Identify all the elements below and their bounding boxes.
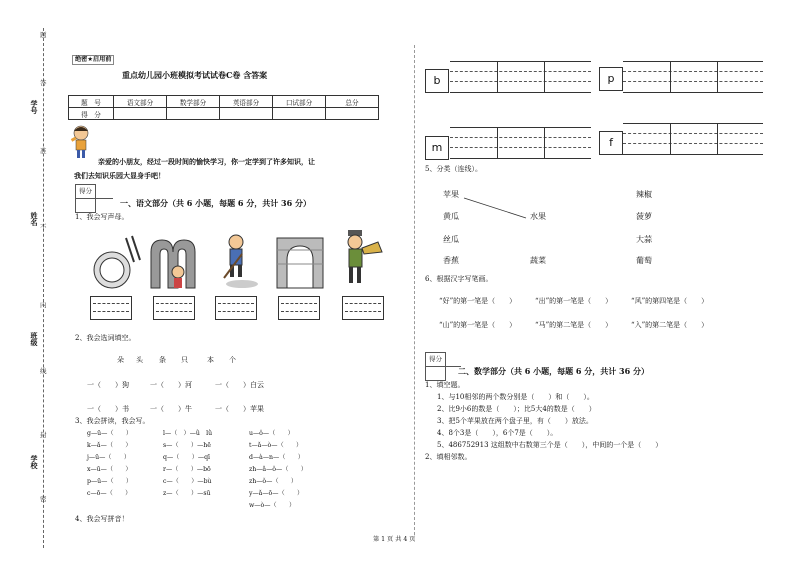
stroke-blank[interactable]: “出”的第一笔是（ ） — [535, 297, 613, 305]
pinyin-item[interactable]: k—ǎ—（ ） — [87, 442, 132, 449]
binding-line — [43, 28, 44, 548]
margin-label-banji: 班级 — [30, 332, 39, 346]
drum-illustration — [90, 232, 145, 290]
margin-char: 内 — [40, 301, 47, 309]
writing-grid-b[interactable] — [450, 61, 591, 93]
letter-box-p: p — [599, 67, 623, 91]
question-3: 3、我会拼读，我会写。 — [75, 417, 150, 425]
score-row-label: 得 分 — [69, 108, 114, 120]
score-head: 总分 — [326, 96, 379, 108]
boy-trumpet-illustration — [338, 228, 386, 290]
score-box-section2-blank[interactable] — [425, 366, 446, 381]
child-mascot-illustration — [68, 124, 94, 160]
intro-line-1: 亲爱的小朋友，经过一段时间的愉快学习，你一定学到了许多知识，让 — [98, 157, 315, 166]
question-5: 5、分类（连线）。 — [425, 165, 482, 173]
fill-blank[interactable]: 一（ ）牛 — [150, 405, 192, 413]
pinyin-item[interactable]: z—（ ）—sū — [163, 490, 211, 497]
math-item[interactable]: 2、比9小6的数是（ ）；比5大4的数是（ ） — [437, 405, 596, 413]
classify-item[interactable]: 大蒜 — [636, 235, 652, 244]
pinyin-item[interactable]: s—（ ）—hē — [163, 442, 211, 449]
math-question-2: 2、填相邻数。 — [425, 453, 472, 461]
fill-blank[interactable]: 一（ ）苹果 — [215, 405, 264, 413]
pinyin-item[interactable]: zh—ǒ—（ ） — [249, 478, 298, 485]
margin-char: 线 — [40, 367, 47, 375]
writing-grid-f[interactable] — [623, 123, 763, 155]
pinyin-item[interactable]: c—ō—（ ） — [87, 490, 132, 497]
question-6: 6、根据汉字写笔画。 — [425, 275, 493, 283]
pinyin-item[interactable]: g—ū—（ ） — [87, 430, 133, 437]
question-4: 4、我会写拼音！ — [75, 515, 129, 523]
classify-item[interactable]: 葡萄 — [636, 256, 652, 265]
margin-char: 准 — [40, 147, 47, 155]
score-head: 英语部分 — [220, 96, 273, 108]
classify-item[interactable]: 辣椒 — [636, 190, 652, 199]
pinyin-item[interactable]: u—ǒ—（ ） — [249, 430, 294, 437]
answer-box-2[interactable] — [153, 296, 195, 320]
margin-label-xuehao: 学号 — [30, 100, 39, 114]
word-option: 条 — [159, 356, 166, 364]
score-cell[interactable] — [114, 108, 167, 120]
score-cell[interactable] — [167, 108, 220, 120]
word-option: 头 — [136, 356, 143, 364]
stroke-blank[interactable]: “好”的第一笔是（ ） — [439, 297, 517, 305]
margin-char: 题 — [40, 31, 47, 39]
intro-line-2: 我们去知识乐园大显身手吧！ — [74, 171, 165, 180]
word-option: 个 — [229, 356, 236, 364]
word-option: 朵 — [117, 356, 124, 364]
answer-box-1[interactable] — [90, 296, 132, 320]
stroke-blank[interactable]: “入”的第二笔是（ ） — [631, 321, 709, 329]
pinyin-item[interactable]: l—（ ）—ǜ lǜ — [163, 430, 213, 437]
letter-box-f: f — [599, 131, 623, 155]
question-2: 2、我会选词填空。 — [75, 334, 136, 342]
score-head: 口试部分 — [273, 96, 326, 108]
score-cell[interactable] — [220, 108, 273, 120]
stroke-blank[interactable]: “马”的第二笔是（ ） — [535, 321, 613, 329]
math-item[interactable]: 5、486752913 这组数中右数第三个是（ ），中间的一个是（ ） — [437, 441, 663, 449]
writing-grid-p[interactable] — [623, 61, 763, 93]
fill-blank[interactable]: 一（ ）白云 — [215, 381, 264, 389]
margin-char: 答 — [40, 79, 47, 87]
margin-char: 不 — [40, 223, 47, 231]
score-head: 数学部分 — [167, 96, 220, 108]
fill-blank[interactable]: 一（ ）狗 — [87, 381, 129, 389]
fill-blank[interactable]: 一（ ）河 — [150, 381, 192, 389]
classify-category[interactable]: 水果 — [530, 212, 546, 221]
pinyin-item[interactable]: p—ū—（ ） — [87, 478, 133, 485]
answer-box-5[interactable] — [342, 296, 384, 320]
pinyin-item[interactable]: y—ǎ—ō—（ ） — [249, 490, 304, 497]
page-footer: 第 1 页 共 4 页 — [373, 536, 416, 543]
letter-m-door-illustration — [148, 238, 198, 290]
secret-stamp: 绝密★启用前 — [72, 55, 114, 65]
score-box-section1-blank[interactable] — [75, 198, 96, 213]
margin-label-xuexiao: 学校 — [30, 455, 39, 469]
score-head: 语文部分 — [114, 96, 167, 108]
pinyin-item[interactable]: t—ǎ—ò—（ ） — [249, 442, 303, 449]
column-divider — [414, 45, 415, 535]
math-item[interactable]: 4、8个3是（ ），6个7是（ ）。 — [437, 429, 558, 437]
classify-item[interactable]: 黄瓜 — [443, 212, 459, 221]
classify-item[interactable]: 香蕉 — [443, 256, 459, 265]
margin-char: 密 — [40, 495, 47, 503]
writing-grid-m[interactable] — [450, 127, 591, 159]
score-head: 题 号 — [69, 96, 114, 108]
connecting-line — [460, 196, 530, 222]
arch-gate-illustration — [275, 234, 325, 290]
word-option: 只 — [181, 356, 188, 364]
section2-title: 二、数学部分（共 6 小题，每题 6 分，共计 36 分） — [458, 366, 649, 376]
margin-char: 封 — [40, 431, 47, 439]
math-item[interactable]: 1、与10相邻的两个数分别是（ ）和（ ）。 — [437, 393, 594, 401]
section1-title: 一、语文部分（共 6 小题，每题 6 分，共计 36 分） — [120, 198, 311, 208]
boy-sweeping-illustration — [212, 232, 267, 290]
pinyin-item[interactable]: x—ū—（ ） — [87, 466, 132, 473]
classify-item[interactable]: 苹果 — [443, 190, 459, 199]
math-item[interactable]: 3、把5个苹果放在两个盘子里，有（ ）放法。 — [437, 417, 593, 425]
classify-item[interactable]: 菠萝 — [636, 212, 652, 221]
fill-blank[interactable]: 一（ ）书 — [87, 405, 129, 413]
score-box-section2: 得分 — [425, 352, 446, 367]
pinyin-item[interactable]: zh—ǎ—ǒ—（ ） — [249, 466, 307, 473]
letter-box-m: m — [425, 136, 449, 160]
page-title: 重点幼儿园小班模拟考试试卷C卷 含答案 — [122, 70, 268, 80]
score-table — [68, 95, 379, 120]
math-question-1: 1、填空题。 — [425, 381, 465, 389]
score-cell[interactable] — [273, 108, 326, 120]
margin-label-xingming: 姓名 — [30, 212, 39, 226]
question-1: 1、我会写声母。 — [75, 213, 129, 221]
pinyin-item[interactable]: r—（ ）—bō — [163, 466, 211, 473]
stroke-blank[interactable]: “风”的第四笔是（ ） — [631, 297, 709, 305]
score-box-line — [95, 198, 113, 199]
classify-item[interactable]: 丝瓜 — [443, 235, 459, 244]
pinyin-item[interactable]: c—（ ）—bù — [163, 478, 212, 485]
answer-box-4[interactable] — [278, 296, 320, 320]
classify-category[interactable]: 蔬菜 — [530, 256, 546, 265]
pinyin-item[interactable]: w—ò—（ ） — [249, 502, 296, 509]
pinyin-item[interactable]: q—（ ）—qī — [163, 454, 211, 461]
word-option: 本 — [207, 356, 214, 364]
score-cell[interactable] — [326, 108, 379, 120]
score-box-section1: 得分 — [75, 184, 96, 199]
letter-box-b: b — [425, 69, 449, 93]
answer-box-3[interactable] — [215, 296, 257, 320]
stroke-blank[interactable]: “山”的第一笔是（ ） — [439, 321, 517, 329]
pinyin-item[interactable]: j—ū—（ ） — [87, 454, 131, 461]
pinyin-item[interactable]: d—à—n—（ ） — [249, 454, 304, 461]
